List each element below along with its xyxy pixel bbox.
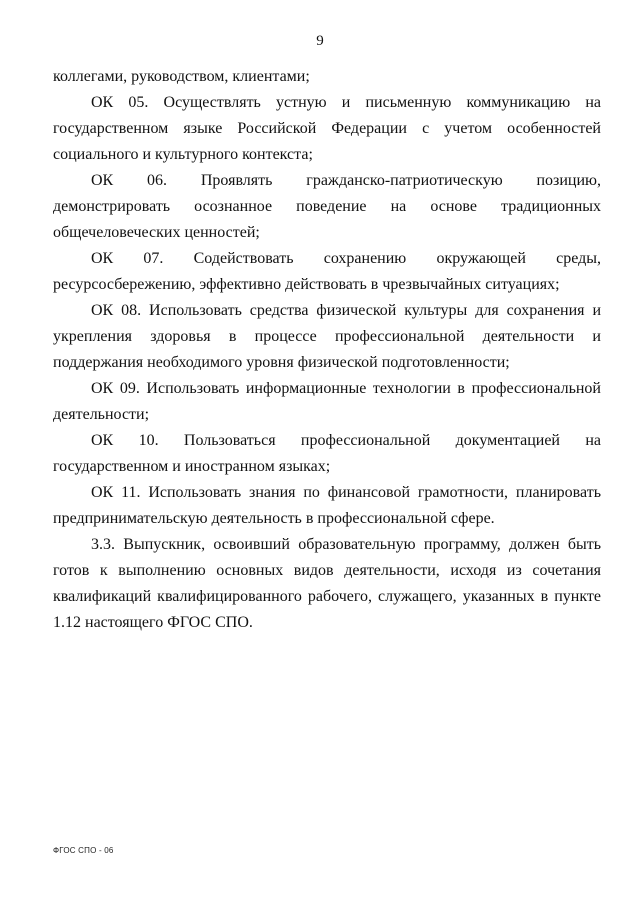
paragraph-continuation: коллегами, руководством, клиентами; [53,68,310,85]
paragraph-ok-11: ОК 11. Использовать знания по финансовой грамотности, планировать предпринимательскую деятельность в профессиональной сфере. [53,484,601,527]
paragraph-ok-07: ОК 07. Содействовать сохранению окружающей среды, ресурсосбережению, эффективно действовать в чрезвычайных ситуациях; [53,250,601,293]
paragraph-3-3: 3.3. Выпускник, освоивший образовательную программу, должен быть готов к выполнению основных видов деятельности, исходя из сочетания квалификаций квалифицированного рабочего, служащего, указанных в пункте 1.12 настоящего ФГОС СПО. [53,536,601,631]
paragraph-ok-08: ОК 08. Использовать средства физической культуры для сохранения и укрепления здоровья в процессе профессиональной деятельности и поддержания необходимого уровня физической подготовленности; [53,302,601,371]
paragraph-ok-05: ОК 05. Осуществлять устную и письменную коммуникацию на государственном языке Российской Федерации с учетом особенностей социального и культурного контекста; [53,94,601,163]
paragraph-ok-09: ОК 09. Использовать информационные технологии в профессиональной деятельности; [53,380,601,423]
page-number: 9 [316,33,324,49]
paragraph-ok-10: ОК 10. Пользоваться профессиональной документацией на государственном и иностранном языках; [53,432,601,475]
paragraph-ok-06: ОК 06. Проявлять гражданско-патриотическую позицию, демонстрировать осознанное поведение на основе традиционных общечеловеческих ценностей; [53,172,601,241]
footer-document-code: ФГОС СПО - 06 [53,846,114,855]
document-body [53,64,601,636]
